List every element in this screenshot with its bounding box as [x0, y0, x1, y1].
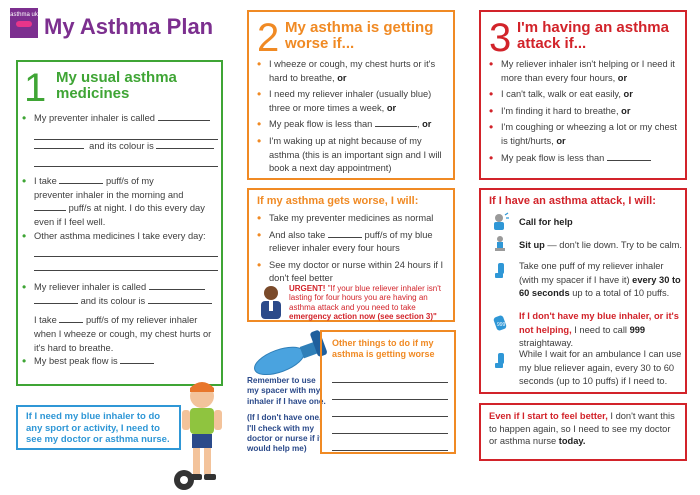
section-getting-worse [247, 10, 455, 180]
other-things-heading: Other things to do if my asthma is getting worse [332, 338, 435, 359]
list-item: • I can't talk, walk or eat easily, or [489, 88, 685, 102]
sport-note-text: If I need my blue inhaler to do any sport or activity, I need to see my doctor or asthma nurse. [26, 411, 170, 445]
spacer-note-line2: (If I don't have one, I'll check with my doctor or nurse if it would help me) [247, 413, 323, 454]
list-item: • My best peak flow is [22, 355, 218, 369]
attack-actions-heading: If I have an asthma attack, I will: [489, 195, 656, 207]
list-item: • I take puff/s of my preventer inhaler in the morning and puff/s at night. I do this every day even if I feel well. [22, 175, 218, 229]
sit-up-text: Sit up — don't lie down. Try to be calm. [519, 240, 682, 250]
sport-note-box [16, 405, 181, 450]
other-things-line-1[interactable] [332, 366, 448, 383]
list-item: • I'm coughing or wheezing a lot or my chest is tight/hurts, or [489, 121, 685, 148]
reliever-name-field-2[interactable] [34, 295, 78, 304]
section3-number: 3 [489, 16, 512, 60]
preventer-colour-field[interactable] [156, 140, 214, 149]
section-asthma-attack [479, 10, 687, 180]
other-things-line-4[interactable] [332, 417, 448, 434]
phone-icon [491, 314, 509, 332]
attack-actions-box [479, 188, 687, 394]
call-999-text: If I don't have my blue inhaler, or it's not helping, I need to call 999 straightaway. [519, 311, 679, 349]
asthma-uk-logo [10, 8, 38, 38]
section3-heading: I'm having an asthma attack if... [517, 19, 669, 52]
logo-swoosh-icon [16, 21, 32, 27]
list-item: • My peak flow is less than , or [257, 118, 453, 132]
section1-number: 1 [24, 66, 47, 110]
list-item: • See my doctor or nurse within 24 hours if I don't feel better [257, 259, 453, 286]
other-things-line-5[interactable] [332, 434, 448, 451]
list-item: • My preventer inhaler is called and its colour is [22, 112, 218, 167]
list-item: • Other asthma medicines I take every day: [22, 230, 218, 272]
boy-with-football-illustration [170, 380, 234, 492]
section2-heading: My asthma is getting worse if... [285, 19, 434, 52]
list-item: • Take my preventer medicines as normal [257, 212, 453, 226]
preventer-night-puffs-field[interactable] [34, 202, 66, 211]
list-item: • My reliever inhaler is called and its colour is [22, 281, 218, 308]
section-usual-medicines [16, 60, 223, 386]
call-help-icon [491, 212, 509, 230]
best-peak-flow-field[interactable] [120, 355, 154, 364]
reliever-colour-field[interactable] [148, 295, 212, 304]
blank[interactable] [34, 140, 84, 149]
other-medicines-field-2[interactable] [34, 257, 218, 271]
list-item: • I wheeze or cough, my chest hurts or it's hard to breathe, or [257, 58, 453, 85]
reliever-name-field[interactable] [149, 281, 205, 290]
logo-text: asthma uk [10, 12, 38, 18]
svg-text:999: 999 [497, 322, 506, 328]
list-item: • I'm finding it hard to breathe, or [489, 105, 685, 119]
worse-peak-flow-field[interactable] [375, 118, 417, 127]
other-medicines-field-1[interactable] [34, 243, 218, 257]
sit-up-icon [491, 235, 509, 253]
spacer-note [247, 376, 329, 455]
list-item: • And also take puff/s of my blue reliever inhaler every four hours [257, 229, 453, 256]
reliever-usage: I take puff/s of my reliever inhaler when I wheeze or cough, my chest hurts or it's hard to breathe. [34, 315, 212, 353]
other-things-line-2[interactable] [332, 383, 448, 400]
section1-heading: My usual asthma medicines [56, 69, 177, 102]
attack-peak-flow-field[interactable] [607, 152, 651, 161]
preventer-name-field[interactable] [158, 112, 210, 121]
list-item: • I need my reliever inhaler (usually blue) three or more times a week, or [257, 88, 453, 115]
preventer-colour-field-2[interactable] [34, 153, 218, 167]
spacer-note-line1: Remember to use my spacer with my inhaler if I have one. [247, 376, 326, 406]
feel-better-box [479, 403, 687, 461]
extra-reliever-puffs-field[interactable] [328, 229, 362, 238]
reliever-puffs-field[interactable] [59, 314, 83, 323]
inhaler-icon [491, 262, 509, 280]
take-puff-text: Take one puff of my reliever inhaler (with my spacer if I have it) every 30 to 60 seconds up to a total of 10 puffs. [519, 261, 681, 299]
list-item: • My reliever inhaler isn't helping or I need it more than every four hours, or [489, 58, 685, 85]
list-item: • My peak flow is less than [489, 152, 685, 166]
feel-better-text: Even if I start to feel better, I don't want this to happen again, so I need to see my doctor or asthma nurse today. [489, 411, 675, 447]
worse-actions-heading: If my asthma gets worse, I will: [257, 195, 419, 207]
page-title: My Asthma Plan [44, 14, 214, 39]
list-item: • I'm waking up at night because of my asthma (this is an important sign and I will book a next day appointment) [257, 135, 453, 176]
other-things-box [320, 330, 456, 454]
other-things-line-3[interactable] [332, 400, 448, 417]
section2-number: 2 [257, 16, 280, 60]
doctor-icon [257, 284, 285, 320]
worse-actions-box [247, 188, 455, 322]
call-help-text: Call for help [519, 217, 573, 227]
preventer-morning-puffs-field[interactable] [59, 175, 103, 184]
inhaler-repeat-icon [491, 352, 509, 370]
preventer-name-field-2[interactable] [34, 126, 218, 140]
urgent-warning: URGENT! "If your blue reliever inhaler isn't lasting for four hours you are having an asthma attack and you need to take emergency action now (see section 3)" [289, 284, 441, 321]
wait-ambulance-text: While I wait for an ambulance I can use my blue reliever again, every 30 to 60 seconds (up to 10 puffs) if I need to. [519, 349, 682, 387]
